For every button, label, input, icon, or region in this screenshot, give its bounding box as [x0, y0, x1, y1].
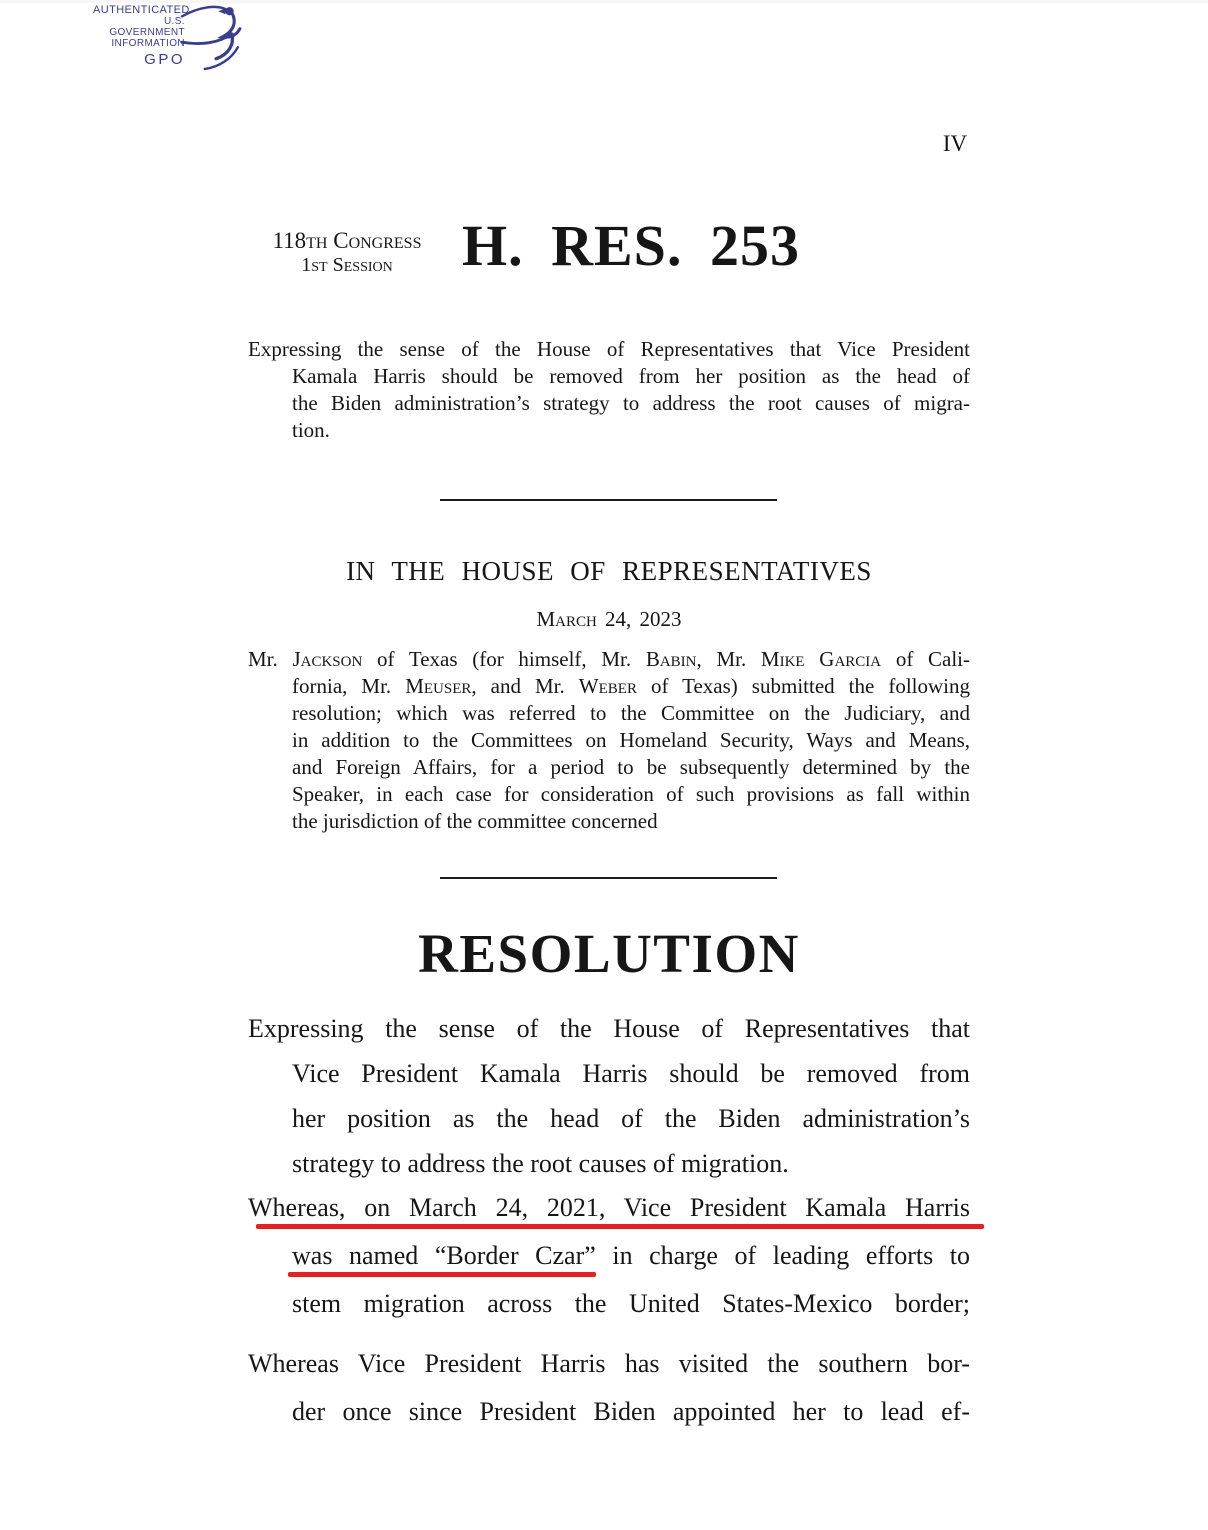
- seal-information-label: INFORMATION: [111, 38, 185, 49]
- whereas-clause-1: [248, 1184, 970, 1328]
- text-line: Kamala Harris should be removed from her position as the head of: [292, 364, 970, 388]
- seal-government-label: U.S. GOVERNMENT: [109, 16, 185, 38]
- house-heading: IN THE HOUSE OF REPRESENTATIVES: [346, 556, 872, 586]
- text-line: fornia, Mr. Meuser, and Mr. Weber of Texas) submitted the following: [292, 674, 971, 698]
- gpo-seal: [93, 2, 253, 74]
- text-line: Whereas, on March 24, 2021, Vice President Kamala Harris: [248, 1193, 970, 1222]
- text-line: Vice President Kamala Harris should be removed from: [292, 1059, 970, 1088]
- text-line: strategy to address the root causes of migration.: [292, 1149, 789, 1178]
- text-line: tion.: [292, 418, 330, 442]
- seal-gpo-label: GPO: [144, 51, 185, 68]
- text-line: was named “Border Czar” in charge of leading efforts to: [292, 1241, 970, 1270]
- text-line: Expressing the sense of the House of Representatives that Vice President: [248, 337, 970, 361]
- session-label: 1st Session: [301, 254, 393, 276]
- text-line: stem migration across the United States-Mexico border;: [292, 1289, 970, 1318]
- whereas-clause-2: [248, 1340, 970, 1436]
- text-line: resolution; which was referred to the Committee on the Judiciary, and: [292, 701, 970, 725]
- gpo-eagle-icon: [180, 2, 244, 72]
- text-line: the Biden administration’s strategy to address the root causes of migra-: [292, 391, 970, 415]
- resolution-heading: RESOLUTION: [418, 923, 800, 984]
- measure-title: [248, 336, 970, 444]
- text-line: her position as the head of the Biden administration’s: [292, 1104, 970, 1133]
- bill-number: H. RES. 253: [462, 213, 800, 278]
- text-line: in addition to the Committees on Homeland Security, Ways and Means,: [292, 728, 970, 752]
- red-underline-annotation-1: [256, 1224, 984, 1229]
- page-number: IV: [942, 131, 968, 156]
- congress-session-block: [243, 228, 451, 277]
- text-line: Mr. Jackson of Texas (for himself, Mr. Babin, Mr. Mike Garcia of Cali-: [248, 647, 970, 671]
- gpo-seal-text: [93, 4, 190, 68]
- introduction-date: March 24, 2023: [536, 607, 682, 631]
- resolution-preamble: [248, 1006, 970, 1186]
- text-line: and Foreign Affairs, for a period to be subsequently determined by the: [292, 755, 970, 779]
- separator-rule: [440, 499, 777, 501]
- text-line: Speaker, in each case for consideration of such provisions as fall within: [292, 782, 970, 806]
- whereas-clause-1-text: [248, 1184, 970, 1328]
- text-line: the jurisdiction of the committee concerned: [292, 809, 658, 833]
- separator-rule: [440, 877, 777, 879]
- seal-authenticated-label: AUTHENTICATED: [93, 4, 190, 16]
- text-line: der once since President Biden appointed her to lead ef-: [292, 1397, 970, 1426]
- congress-label: 118th Congress: [272, 228, 422, 253]
- sponsor-statement: [248, 646, 970, 835]
- text-line: Expressing the sense of the House of Representatives that: [248, 1014, 970, 1043]
- red-underline-annotation-2: [288, 1272, 596, 1277]
- text-line: Whereas Vice President Harris has visited the southern bor-: [248, 1349, 970, 1378]
